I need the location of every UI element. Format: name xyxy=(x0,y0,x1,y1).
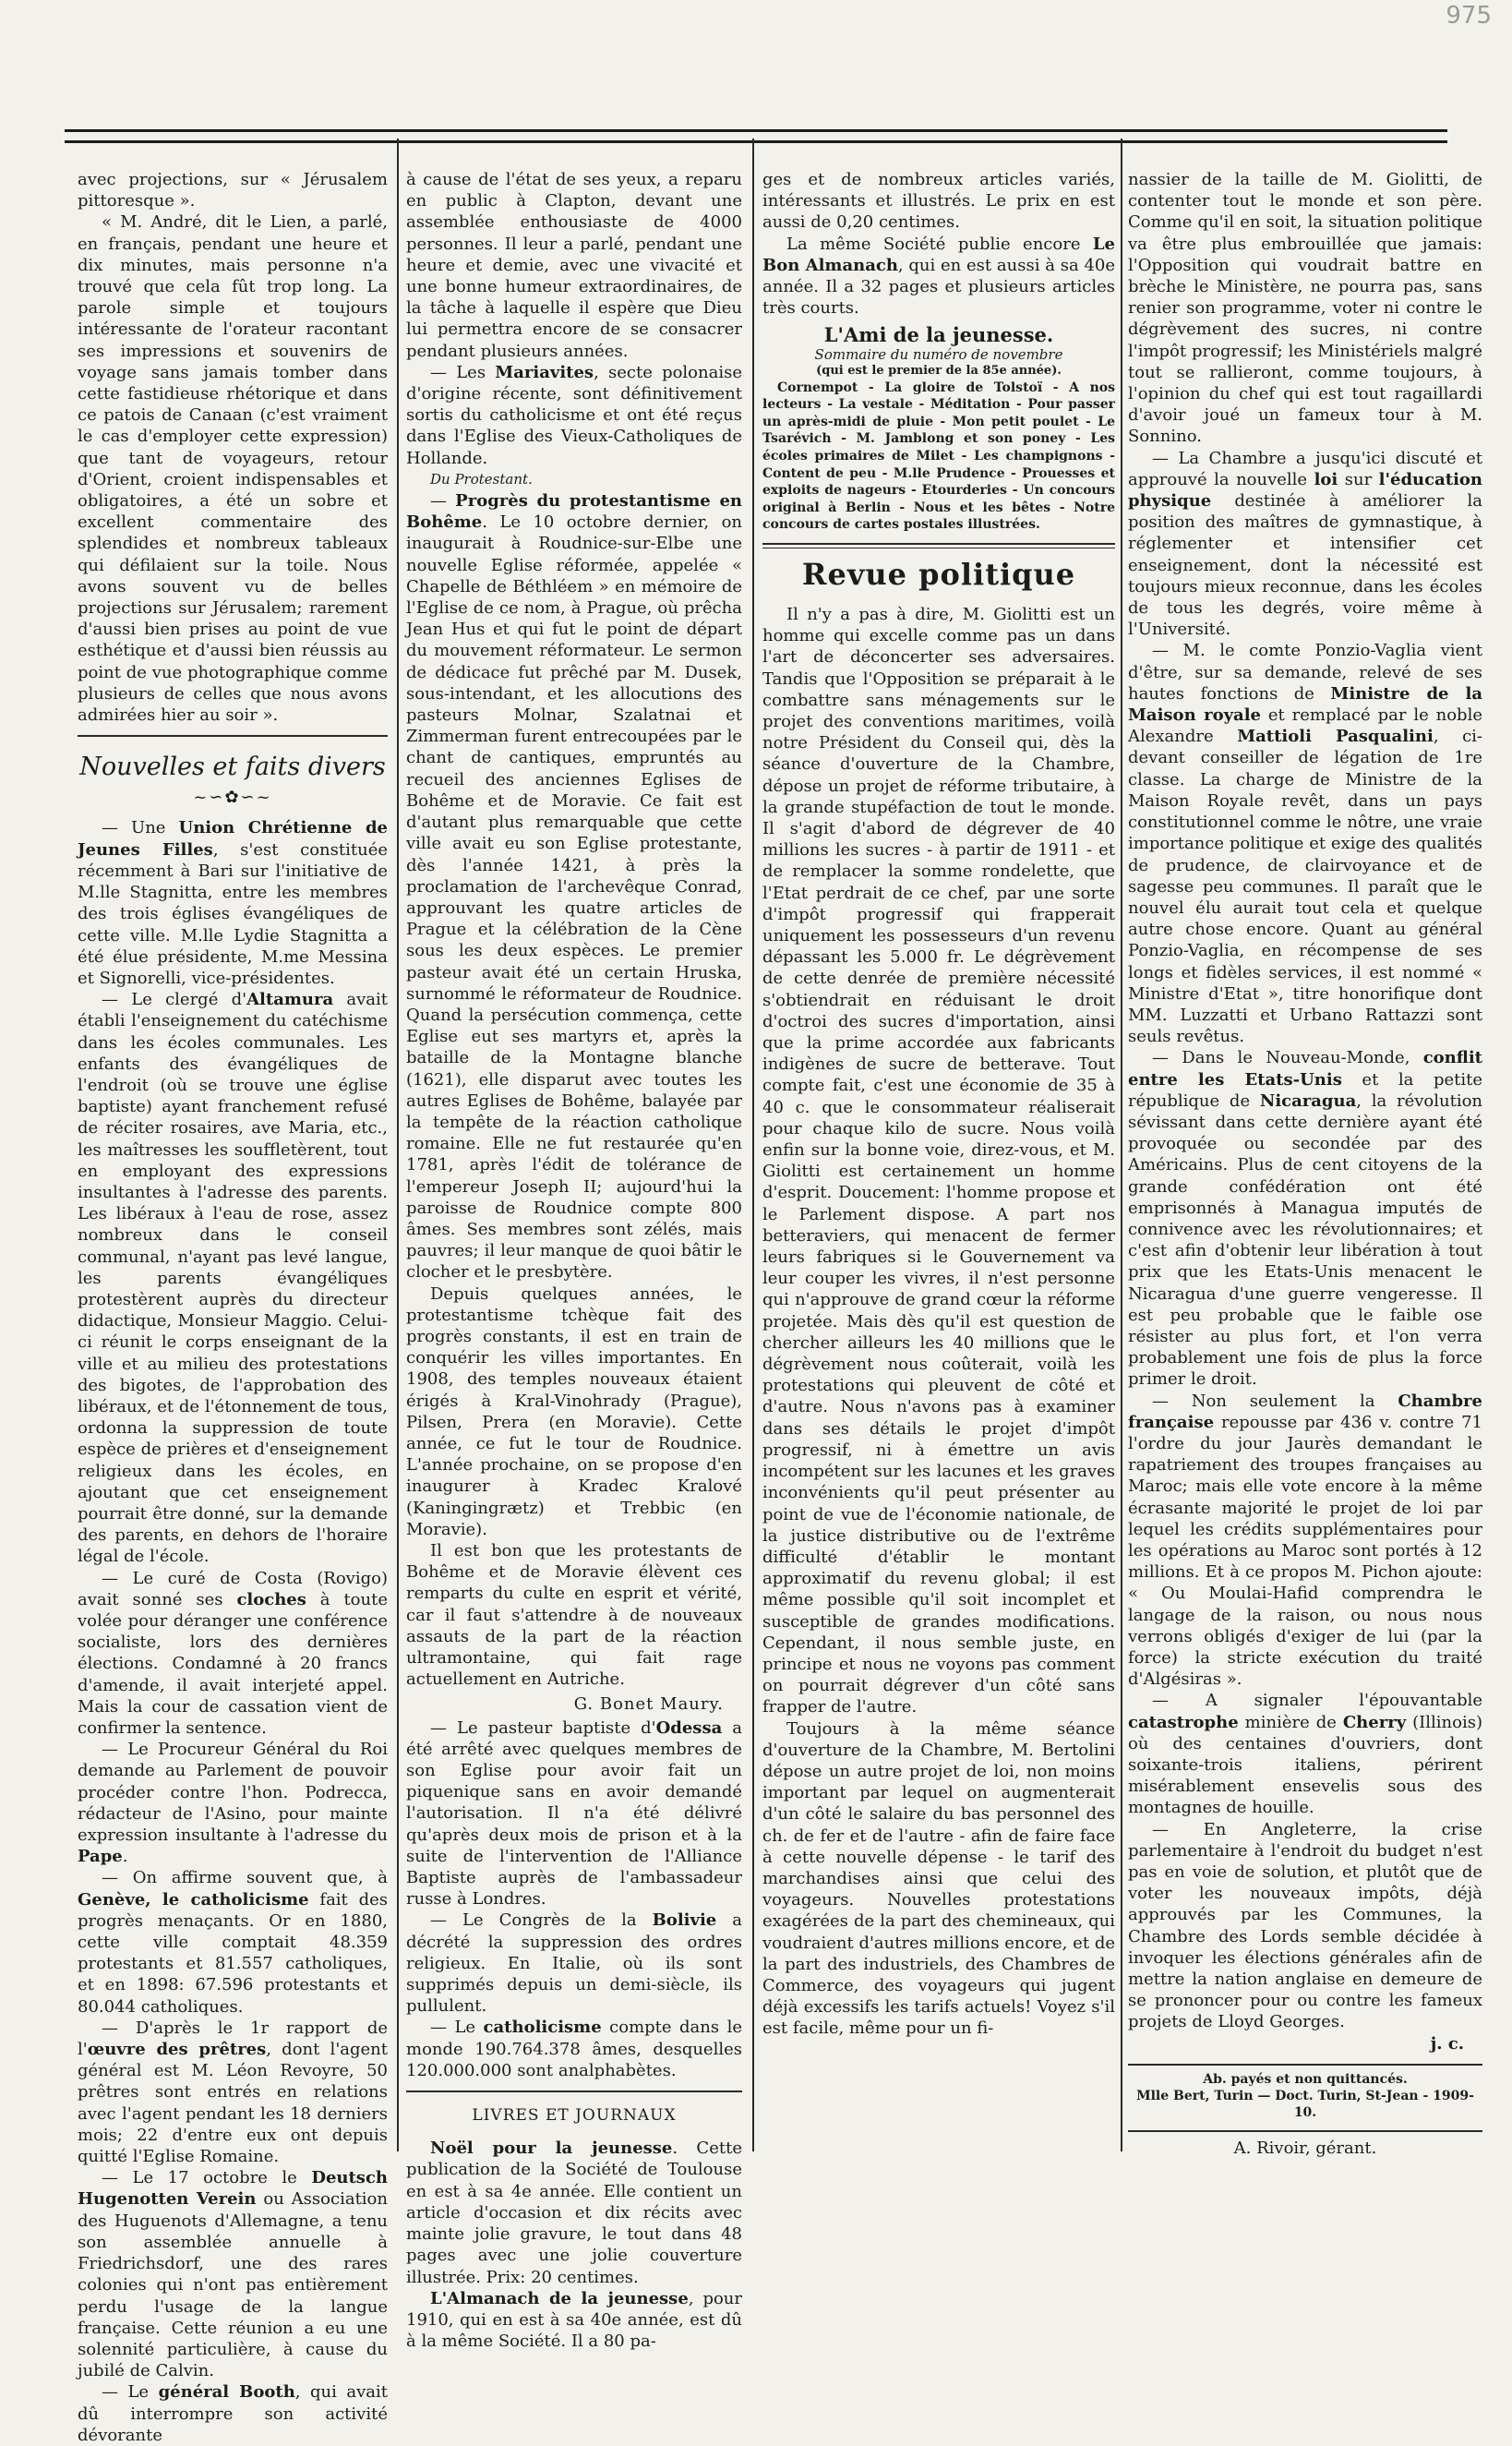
footnote-body: Mlle Bert, Turin — Doct. Turin, St-Jean - 1909-10. xyxy=(1136,2088,1474,2120)
subsection-subtitle: Sommaire du numéro de novembre xyxy=(814,345,1063,363)
news-item: — D'après le 1r rapport de l'œuvre des prêtres, dont l'agent général est M. Léon Revoyre, 50 prêtres sont entrés en relations avec l'agent pendant les 18 derniers mois; 22 d'entre eux ont depuis quitté l'Eglise Romaine. xyxy=(78,2018,388,2167)
paragraph: Depuis quelques années, le protestantisme tchèque fait des progrès constants, il est en train de conquérir les villes importantes. En 1908, des temples nouveaux étaient érigés à Kral-Vinohrady (Prague), Pilsen, Prera (en Moravie). Cette année, ce fut le tour de Roudnice. L'année prochaine, on se propose d'en inaugurer à Kradec Kralové (Kaningingrætz) et Trebbic (en Moravie). xyxy=(406,1283,742,1539)
section-divider xyxy=(1128,2064,1482,2066)
section-title: Revue politique xyxy=(801,556,1076,592)
contents-list: Cornempot - La gloire de Tolstoï - A nos lecteurs - La vestale - Méditation - Pour passer un après-midi de pluie - Mon petit poulet - Le Tsarévich - M. Jamblong et son poney - Les écoles primaires de Milet - Les champignons - Content de peu - M.lle Prudence - Prouesses et exploits de nageurs - Etourderies - Un concours original à Berlin - Nous et les bêtes - Notre concours de cartes postales illustrées. xyxy=(762,380,1115,533)
news-item: — Le clergé d'Altamura avait établi l'enseignement du catéchisme dans les écoles communales. Les enfants des évangéliques de l'endroit (où se trouve une église baptiste) ayant franchement refusé de réciter rosaires, ave Maria, etc., les maîtresses les souffletèrent, tout en employant des expressions insultantes à l'adresse des parents. Les libéraux à l'eau de rose, assez nombreux dans le conseil communal, n'ayant pas levé langue, les parents évangéliques protestèrent auprès du directeur didactique, Monsieur Maggio. Celui-ci réunit le corps enseignant de la ville et au milieu des protestations des bigotes, de l'approbation des libéraux, et de l'étonnement de tous, ordonna la suppression de toute espèce de prières et d'enseignement religieux dans les écoles, en ajoutant que cet enseignement pourrait être donné, sur la demande des parents, en dehors de l'horaire légal de l'école. xyxy=(78,990,389,1567)
author-initials: j. c. xyxy=(1430,2033,1464,2054)
gerant-signature: A. Rivoir, gérant. xyxy=(1233,2138,1377,2158)
section-divider xyxy=(762,543,1115,548)
signature: G. Bonet Maury. xyxy=(573,1694,724,1715)
column-rule xyxy=(397,139,399,2151)
paragraph: « M. André, dit le Lien, a parlé, en français, pendant une heure et dix minutes, mais personne n'a trouvé que cela fût trop long. La parole simple et toujours intéressante de l'orateur racontant ses impressions et souvenirs de voyage sans jamais tomber dans cette fastidieuse rhétorique et dans ce patois de Canaan (c'est vraiment le cas d'employer cette expression) que tant de voyageurs, retour d'Orient, croient indispensables et obligatoires, a été un sobre et excellent commentaire des splendides et nombreux tableaux qui défilaient sur la toile. Nous avons souvent vu de belles projections sur Jérusalem; rarement d'aussi bien prises au point de vue esthétique et d'aussi bien réussis au point de vue photographique comme plusieurs de celles que nous avons admirées hier au soir ». xyxy=(78,212,388,726)
section-title: Nouvelles et faits divers xyxy=(79,753,386,782)
news-item: — Une Union Chrétienne de Jeunes Filles, s'est constituée récemment à Bari sur l'initiative de M.lle Stagnitta, entre les membres des trois églises évangéliques de cette ville. M.lle Lydie Stagnitta a été élue présidente, M.me Messina et Signorelli, vice-présidentes. xyxy=(78,818,389,988)
news-item: — En Angleterre, la crise parlementaire à l'endroit du budget n'est pas en voie de solution, et plutôt que de voter les nouveaux impôts, déjà approuvés par les Communes, la Chambre des Lords semble décidée à invoquer les élections générales afin de mettre la nation anglaise en demeure de se prononcer pour ou contre les fameux projets de Lloyd Georges. xyxy=(1128,1819,1482,2032)
column-rule xyxy=(752,139,754,2151)
column-1 xyxy=(78,169,389,2445)
news-item: — Le curé de Costa (Rovigo) avait sonné ses cloches à toute volée pour déranger une conférence socialiste, lors des dernières élections. Condamné à 20 francs d'amende, il avait interjeté appel. Mais la cour de cassation vient de confirmer la sentence. xyxy=(78,1568,388,1739)
column-3 xyxy=(762,169,1115,2159)
news-item: — Les Mariavites, secte polonaise d'origine récente, sont définitivement sortis du catholicisme et ont été reçus dans l'Eglise des Vieux-Catholiques de Hollande. xyxy=(406,362,742,468)
news-item: — M. le comte Ponzio-Vaglia vient d'être, sur sa demande, relevé de ses hautes fonctions de Ministre de la Maison royale et remplacé par le noble Alexandre Mattioli Pasqualini, ci-devant conseiller de légation de 1re classe. La charge de Ministre de la Maison Royale revêt, dans un pays constitutionnel comme le nôtre, une vraie importance politique et exige des qualités de prudence, de clairvoyance et de sagesse peu communes. Il paraît que le nouvel élu aurait tout cela et quelque autre chose encore. Quant au général Ponzio-Vaglia, en récompense de ses longs et fidèles services, il est nommé « Ministre d'Etat », titre honorifique dont MM. Luzzatti et Urbano Rattazzi sont seuls revêtus. xyxy=(1128,641,1482,1047)
footnote-title: Ab. payés et non quittancés. xyxy=(1203,2071,1408,2087)
news-item: — Le général Booth, qui avait dû interrompre son activité dévorante xyxy=(78,2382,388,2445)
section-divider xyxy=(78,735,388,737)
news-item: — Le 17 octobre le Deutsch Hugenotten Verein ou Association des Huguenots d'Allemagne, a tenu son assemblée annuelle à Friedrichsdorf, une des rares colonies qui n'ont pas entièrement perdu l'usage de la langue française. Cette réunion a eu une solennité particulière, à cause du jubilé de Calvin. xyxy=(78,2168,388,2381)
paragraph: ges et de nombreux articles variés, intéressants et illustrés. Le prix en est aussi de 0,20 centimes. xyxy=(762,170,1115,233)
page-number: 975 xyxy=(1446,2,1492,30)
news-item: — Le Congrès de la Bolivie a décrété la suppression des ordres religieux. En Italie, où ils sont supprimés depuis un demi-siècle, ils pullulent. xyxy=(406,1910,742,2017)
news-item: — A signaler l'épouvantable catastrophe minière de Cherry (Illinois) où des centaines d'ouvriers, dont soixante-trois italiens, périrent misérablement ensevelis sous des montagnes de houille. xyxy=(1128,1691,1482,1818)
news-item: — La Chambre a jusqu'ici discuté et approuvé la nouvelle loi sur l'éducation physique destinée à améliorer la position des maîtres de gymnastique, à réglementer et intensifier cet enseignement, dont la nécessité est toujours mieux reconnue, dans les écoles de tous les degrés, voire même à l'Université. xyxy=(1128,448,1482,640)
subsection-title: L'Ami de la jeunesse. xyxy=(823,323,1054,347)
top-rule xyxy=(65,129,1447,143)
news-item: — Le Procureur Général du Roi demande au Parlement de pouvoir procéder contre l'hon. Podrecca, rédacteur de l'Asino, pour mainte expression insultante à l'adresse du Pape. xyxy=(78,1740,388,1867)
column-2 xyxy=(406,169,742,2352)
paragraph: nassier de la taille de M. Giolitti, de contenter tout le monde et son père. Comme qu'il en soit, la situation politique va être plus embrouillée que jamais: l'Opposition qui voudrait battre en brèche le Ministère, ne pourra pas, sans renier son programme, voter ni contre le dégrèvement des sucres, ni contre l'impôt progressif; les Ministériels malgré tout se rallieront, comme toujours, à l'opinion du chef qui est tout ragaillardi d'avoir joué un fameux tour à M. Sonnino. xyxy=(1128,170,1482,447)
news-item: — On affirme souvent que, à Genève, le catholicisme fait des progrès menaçants. Or en 1880, cette ville comptait 48.359 protestants et 81.557 catholiques, et en 1898: 67.596 protestants et 80.044 catholiques. xyxy=(78,1868,388,2017)
column-4 xyxy=(1128,169,1482,2159)
news-item: — Dans le Nouveau-Monde, conflit entre les Etats-Unis et la petite république de Nicaragua, la révolution sévissant dans cette dernière ayant été provoquée ou secondée par des Américains. Plus de cent citoyens de la grande confédération ont été emprisonnés à Managua imputés de connivence avec les révolutionnaires; et c'est afin d'obtenir leur libération à tout prix que les Etats-Unis menacent le Nicaragua d'une guerre vengeresse. Il est peu probable que le faible ose résister au plus fort, et l'on verra probablement une fois de plus la force primer le droit. xyxy=(1128,1048,1483,1390)
section-divider xyxy=(1128,2130,1482,2132)
paragraph: avec projections, sur « Jérusalem pittoresque ». xyxy=(78,170,388,211)
news-item: — Non seulement la Chambre française repousse par 436 v. contre 71 l'ordre du jour Jaurès demandant le rapatriement des troupes françaises au Maroc; mais elle vote encore à la même écrasante majorité le projet de loi par lequel les crédits supplémentaires pour les opérations au Maroc sont portés à 12 millions. Et à ce propos M. Pichon ajoute: « Ou Moulai-Hafid comprendra le langage de la raison, ou nous nous verrons obligés d'exiger de lui (par la force) la stricte exécution du traité d'Algésiras ». xyxy=(1128,1391,1482,1690)
source-credit: Du Protestant. xyxy=(430,470,533,488)
paragraph: La même Société publie encore Le Bon Almanach, qui en est aussi à sa 40e année. Il a 32 pages et plusieurs articles très courts. xyxy=(762,234,1115,319)
news-item: — Le pasteur baptiste d'Odessa a été arrêté avec quelques membres de son Eglise pour avoir fait un piquenique sans en avoir demandé l'autorisation. Il n'a été délivré qu'après deux mois de prison et à la suite de l'intervention de l'Alliance Baptiste auprès de l'ambassadeur russe à Londres. xyxy=(406,1717,742,1910)
subsection-subtitle: (qui est le premier de la 85e année). xyxy=(816,363,1062,378)
paragraph: Il n'y a pas à dire, M. Giolitti est un homme qui excelle comme pas un dans l'art de déconcerter ses adversaires. Tandis que l'Opposition se préparait à le combattre sans ménagements sur le projet des conventions maritimes, voilà notre Président du Conseil qui, dès la séance d'ouverture de la Chambre, dépose un projet de réforme tributaire, à la grande stupéfaction de tout le monde. Il s'agit d'abord de dégrever de 40 millions les sucres - à partir de 1911 - et de remplacer la somme rondelette, que l'Etat perdrait de ce chef, par une sorte d'impôt progressif qui frapperait uniquement les possesseurs d'un revenu dépassant les 5.000 fr. Le dégrèvement de cette denrée de première nécessité s'obtiendrait en réduisant le droit d'octroi des sucres d'importation, ainsi que la prime accordée aux fabricants indigènes de sucre de betterave. Tout compte fait, c'est une économie de 35 à 40 c. que le consommateur réaliserait pour chaque kilo de sucre. Nous voilà enfin sur la bonne voie, direz-vous, et M. Giolitti est certainement un homme d'esprit. Doucement: l'homme propose et le Parlement dispose. A part nos betteraviers, qui menacent de fermer leurs fabriques si le Gouvernement va leur couper les vivres, il n'est personne qui n'approuve de grand cœur la réforme projetée. Mais dès qu'il est question de chercher ailleurs les 40 millions que le dégrèvement nous coûterait, voilà les protestations qui pleuvent de côté et d'autre. Nous n'avons pas à examiner dans ses détails le projet d'impôt progressif, ni à émettre un avis incompétent sur les lacunes et les graves inconvénients qu'il peut présenter au point de vue de l'économie nationale, de la justice distributive ou de l'extrême difficulté d'établir le montant approximatif du revenu global; il est même possible qu'il soit incomplet et susceptible de grandes modifications. Cependant, il nous semble juste, en principe et nous ne voyons pas comment on pourrait dégrever d'un côté sans frapper de l'autre. xyxy=(762,604,1115,1717)
news-item: — Le catholicisme compte dans le monde 190.764.378 âmes, desquelles 120.000.000 sont analphabètes. xyxy=(406,2018,742,2080)
paragraph: à cause de l'état de ses yeux, a reparu en public à Clapton, devant une assemblée enthousiaste de 4000 personnes. Il leur a parlé, pendant une heure et demie, avec une vivacité et une bonne humeur extraordinaires, de la tâche à laquelle il espère que Dieu lui permettra encore de se consacrer pendant plusieurs années. xyxy=(406,170,742,361)
paragraph: Il est bon que les protestants de Bohême et de Moravie élèvent ces remparts du culte en esprit et vérité, car il faut s'attendre à de nouveaux assauts de la part de la réaction ultramontaine, qui fait rage actuellement en Autriche. xyxy=(406,1541,742,1690)
review-item: Noël pour la jeunesse. Cette publication de la Société de Toulouse en est à sa 4e année. Elle contient un article d'occasion et dix récits avec mainte jolie gravure, le tout dans 48 pages avec une jolie couverture illustrée. Prix: 20 centimes. xyxy=(406,2139,742,2287)
column-rule xyxy=(1121,139,1122,2151)
review-item: L'Almanach de la jeunesse, pour 1910, qui en est à sa 40e année, est dû à la même Société. Il a 80 pa- xyxy=(406,2288,742,2352)
news-item: — Progrès du protestantisme en Bohême. Le 10 octobre dernier, on inaugurait à Roudnice-sur-Elbe une nouvelle Eglise réformée, appelée « Chapelle de Béthléem » en mémoire de l'Eglise de ce nom, à Prague, où prêcha Jean Hus et qui fut le point de départ du mouvement réformateur. Le sermon de dédicace fut prêché par M. Dusek, sous-intendant, et les allocutions des pasteurs Molnar, Szalatnai et Zimmerman furent entrecoupées par le chant de cantiques, empruntés au recueil des anciennes Eglises de Bohême et de Moravie. Ce fait est d'autant plus remarquable que cette ville avait eu son Eglise protestante, dès l'année 1421, à près la proclamation de l'archevêque Conrad, approuvant les quatre articles de Prague et la célébration de la Cène sous les deux espèces. Le premier pasteur avait été un certain Hruska, surnommé le réformateur de Roudnice. Quand la persécution commença, cette Eglise eut ses martyrs et, après la bataille de la Montagne blanche (1621), elle disparut avec toutes les autres Eglises de Bohême, balayée par la tempête de la réaction catholique romaine. Elle ne fut restaurée qu'en 1781, après l'édit de tolérance de l'empereur Joseph II; aujourd'hui la paroisse de Roudnice compte 800 âmes. Ses membres sont zélés, mais pauvres; il leur manque de quoi bâtir le clocher et le presbytère. xyxy=(406,491,742,1283)
paragraph: Toujours à la même séance d'ouverture de la Chambre, M. Bertolini dépose un autre projet de loi, non moins important par lequel on augmenterait d'un côté le salaire du bas personnel des ch. de fer et de l'autre - afin de faire face à cette nouvelle dépense - le tarif des marchandises ainsi que celui des voyageurs. Nouvelles protestations exagérées de la part des chemineaux, qui voudraient d'autres millions encore, et de la part des industriels, des Chambres de Commerce, des voyageurs qui jugent déjà excessifs les tarifs actuels! Voyez s'il est facile, même pour un fi- xyxy=(762,1718,1115,2039)
section-title: LIVRES ET JOURNAUX xyxy=(472,2106,677,2126)
ornament: ~∽✿∽~ xyxy=(193,788,272,808)
section-divider xyxy=(406,2091,742,2092)
